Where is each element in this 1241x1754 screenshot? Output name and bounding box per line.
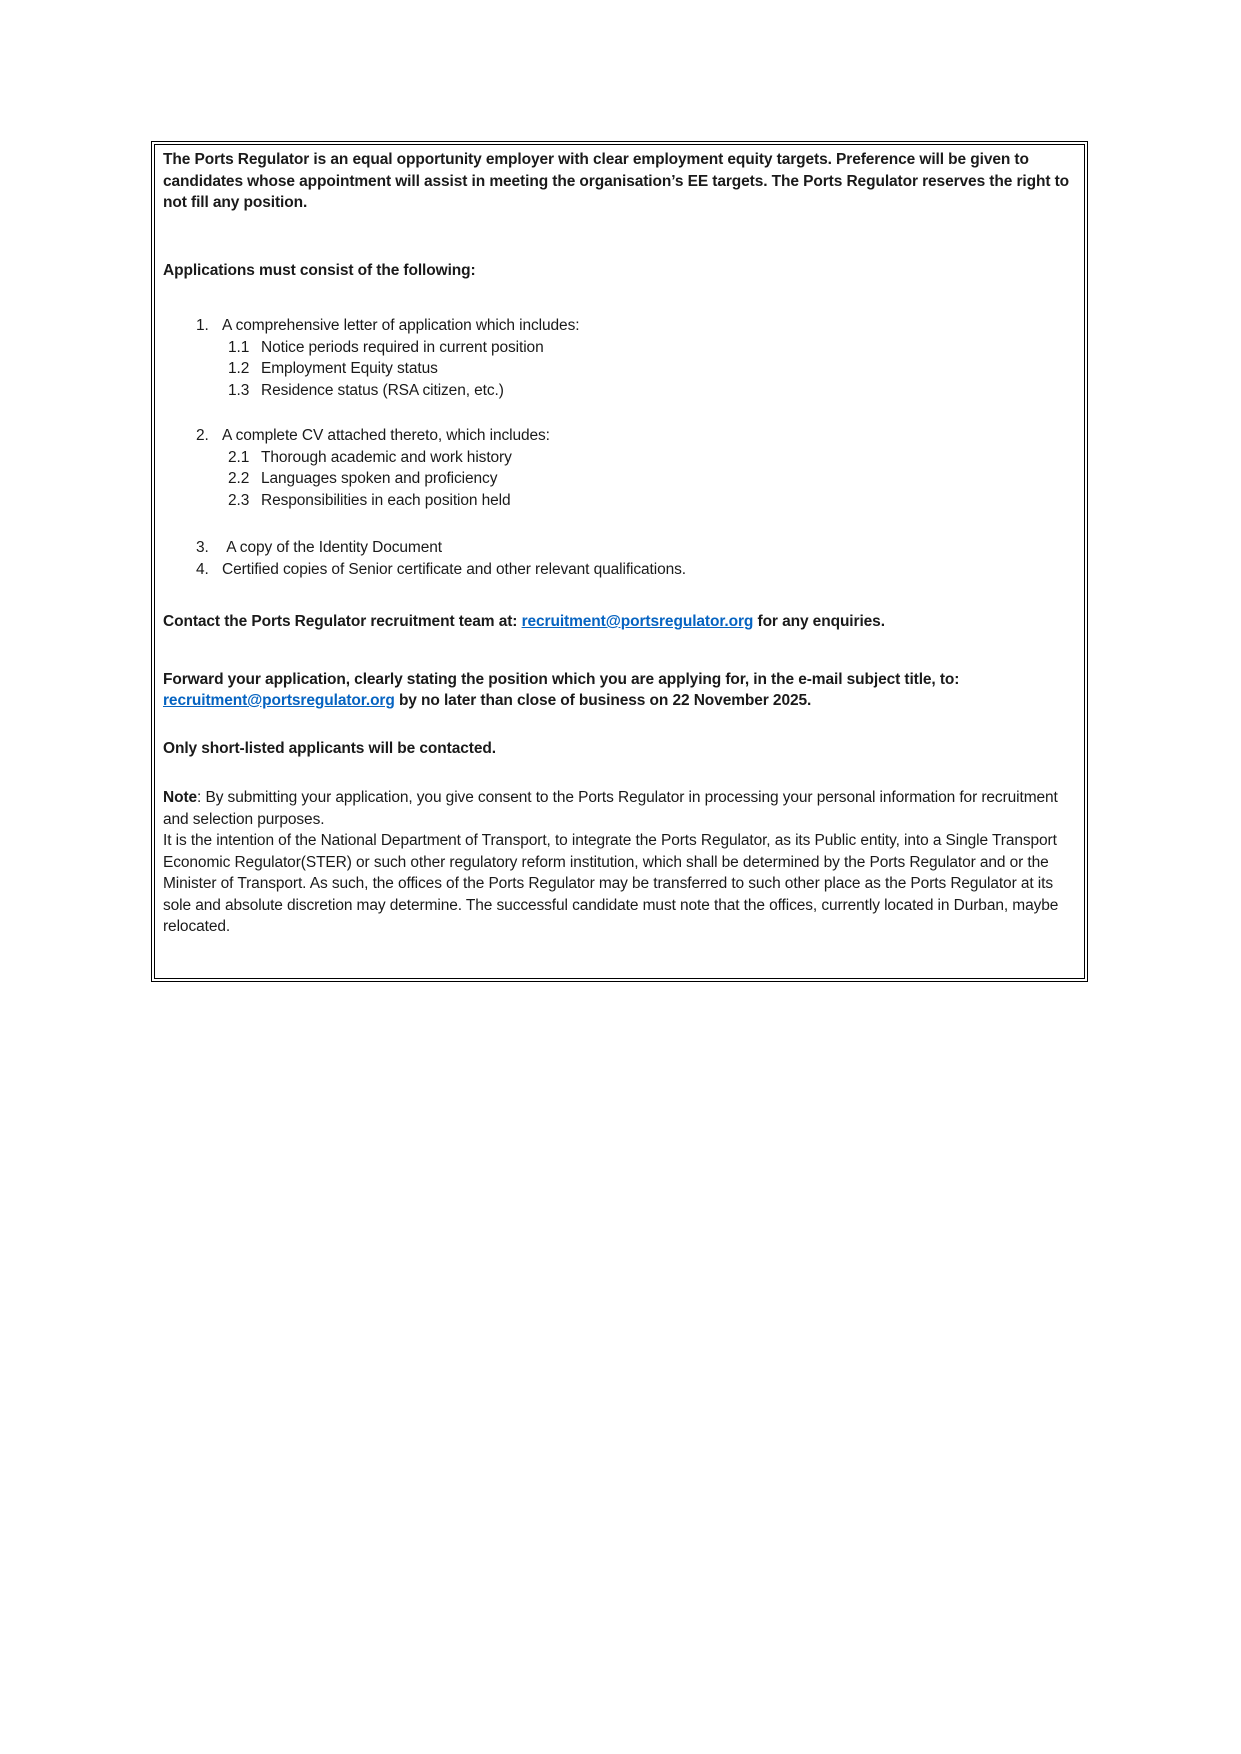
list-item-text: A complete CV attached thereto, which includes:: [222, 427, 550, 444]
note-label: Note: [163, 789, 198, 806]
list-subitem-text: Employment Equity status: [261, 360, 438, 377]
list-subitem-number: 2.1: [228, 448, 250, 466]
list-item: [196, 537, 1078, 559]
list-subitem-number: 2.2: [228, 470, 250, 487]
list-subitem-text: Residence status (RSA citizen, etc.): [261, 381, 504, 399]
job-advert-info-box: [151, 141, 1088, 982]
list-subitem: [228, 380, 1078, 402]
application-requirements-list: [163, 315, 1078, 580]
list-subitem-number: 2.3: [228, 491, 250, 509]
note-ster-text: It is the intention of the National Department of Transport, to integrate the Ports Regulator, as its Public entity, into a Single Transport Economic Regulator(STER) or such other regulatory reform institution, which shall be determined by the Ports Regulator and or the Minister of Transport. As such, the offices of the Ports Regulator may be transferred to such other place as the Ports Regulator at its sole and absolute discretion may determine. The successful candidate must note that the offices, currently located in Durban, maybe relocated.: [163, 832, 1063, 935]
list-item-number: 3.: [196, 539, 209, 556]
equal-opportunity-paragraph: The Ports Regulator is an equal opportunity employer with clear employment equity targets. Preference will be given to candidates whose appointment will assist in meeting the organisation’s EE targets. The Ports Regulator reserves the right to not fill any position.: [163, 151, 1074, 211]
list-subitem: [228, 358, 1078, 380]
note-consent-body: : By submitting your application, you give consent to the Ports Regulator in processing your personal information for recruitment and selection purposes.: [163, 789, 1062, 828]
list-subitem-number: 1.1: [228, 338, 250, 356]
note-consent-text: [163, 787, 1078, 830]
list-subitem-text: Languages spoken and proficiency: [261, 470, 498, 487]
list-item-text: A copy of the Identity Document: [222, 539, 442, 556]
list-item-text: A comprehensive letter of application which includes:: [222, 317, 580, 334]
list-subitem: [228, 490, 1078, 512]
list-item-number: 1.: [196, 317, 209, 334]
list-subitem-text: Notice periods required in current position: [261, 338, 544, 356]
list-subitem-text: Responsibilities in each position held: [261, 491, 511, 509]
list-subitem-number: 1.3: [228, 381, 250, 399]
list-item: [196, 315, 1078, 337]
list-subitem-number: 1.2: [228, 360, 250, 377]
list-subitem: [228, 337, 1078, 359]
recruitment-email-link[interactable]: recruitment@portsregulator.org: [163, 692, 395, 709]
recruitment-email-link[interactable]: recruitment@portsregulator.org: [521, 613, 754, 630]
list-subitem: [228, 447, 1078, 469]
forward-application-paragraph: [163, 669, 1078, 712]
list-item-number: 4.: [196, 560, 209, 578]
list-item: [196, 425, 1078, 447]
forward-prefix: Forward your application, clearly stating the position which you are applying for, in the e-mail subject title, to:: [163, 670, 964, 688]
note-paragraph: [163, 787, 1078, 938]
applications-heading: Applications must consist of the following:: [163, 261, 476, 279]
list-item-number: 2.: [196, 427, 209, 444]
forward-suffix: by no later than close of business on 22 November 2025.: [394, 692, 812, 709]
contact-suffix: for any enquiries.: [753, 613, 885, 630]
contact-paragraph: [163, 611, 1078, 633]
contact-prefix: Contact the Ports Regulator recruitment team at:: [163, 613, 522, 630]
list-subitem: [228, 468, 1078, 490]
list-item-text: Certified copies of Senior certificate and other relevant qualifications.: [222, 560, 686, 578]
list-subitem-text: Thorough academic and work history: [261, 448, 512, 466]
list-item: [196, 559, 1078, 581]
shortlist-paragraph: Only short-listed applicants will be contacted.: [163, 739, 496, 757]
